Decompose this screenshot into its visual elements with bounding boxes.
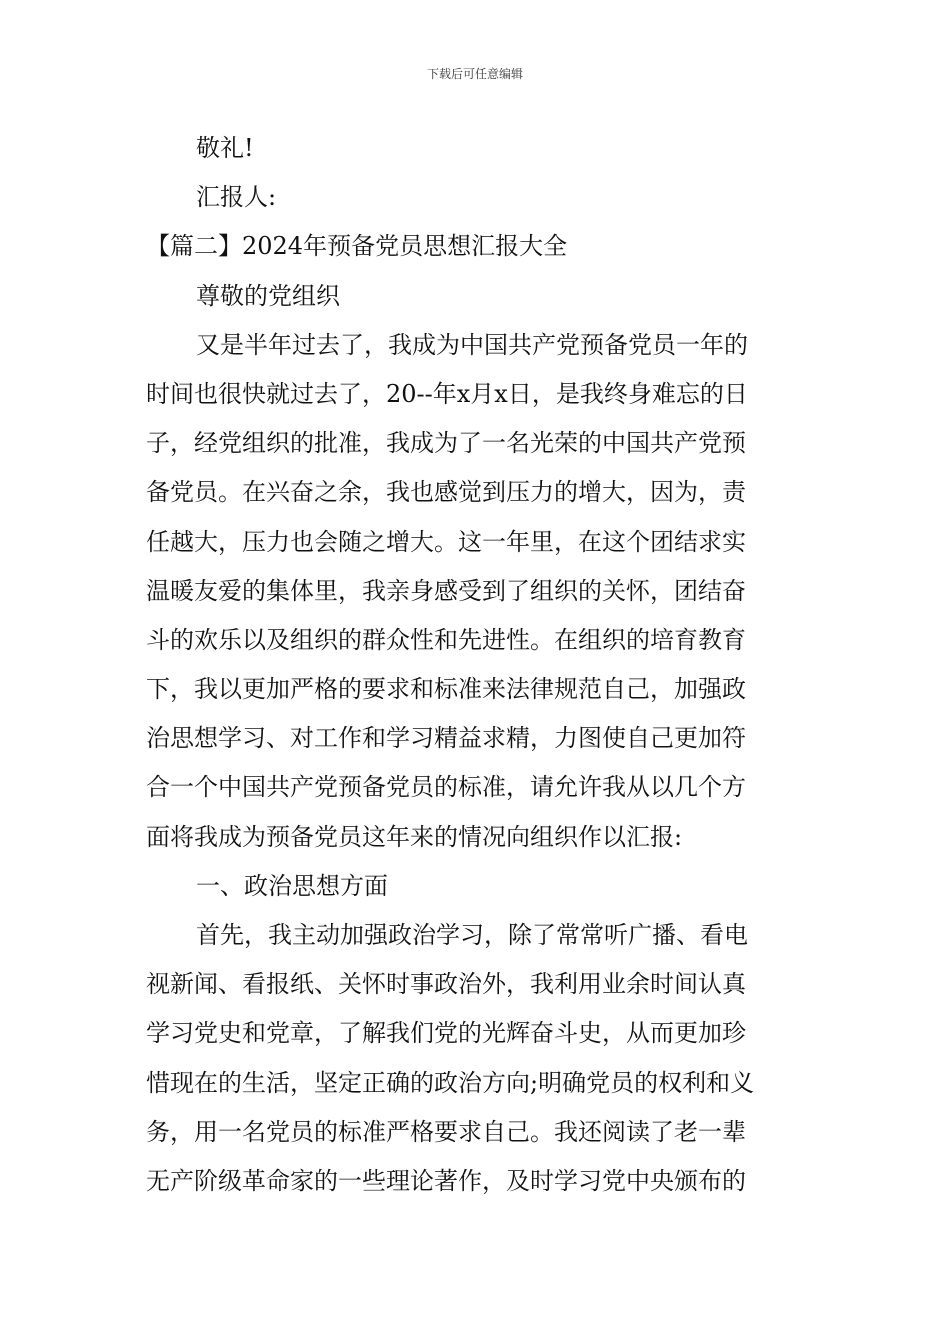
paragraph-line: 备党员。在兴奋之余，我也感觉到压力的增大，因为，责: [146, 478, 746, 507]
paragraph-line: 视新闻、看报纸、关怀时事政治外，我利用业余时间认真: [146, 970, 746, 999]
page-header: 下载后可任意编辑: [426, 67, 523, 81]
paragraph-line: 合一个中国共产党预备党员的标准，请允许我从以几个方: [146, 773, 746, 802]
subsection-heading: 一、政治思想方面: [196, 871, 388, 900]
closing-salutation: 敬礼!: [196, 134, 254, 162]
paragraph-line: 无产阶级革命家的一些理论著作，及时学习党中央颁布的: [146, 1166, 746, 1195]
paragraph-line: 下，我以更加严格的要求和标准来法律规范自己，加强政: [146, 675, 746, 704]
paragraph-line: 首先，我主动加强政治学习，除了常常听广播、看电: [196, 921, 748, 949]
paragraph-line: 面将我成为预备党员这年来的情况向组织作以汇报:: [146, 822, 683, 851]
paragraph-line: 务，用一名党员的标准严格要求自己。我还阅读了老一辈: [146, 1117, 746, 1146]
document-body: [146, 124, 811, 1206]
paragraph-line: 时间也很快就过去了，20--年x月x日，是我终身难忘的日: [146, 379, 748, 408]
paragraph-line: 子，经党组织的批准，我成为了一名光荣的中国共产党预: [146, 429, 746, 458]
paragraph-line: 又是半年过去了，我成为中国共产党预备党员一年的: [196, 330, 748, 359]
salutation: 尊敬的党组织: [196, 281, 340, 310]
paragraph-line: 学习党史和党章，了解我们党的光辉奋斗史，从而更加珍: [146, 1019, 746, 1048]
paragraph-line: 惜现在的生活，坚定正确的政治方向;明确党员的权利和义: [146, 1068, 755, 1097]
paragraph-line: 治思想学习、对工作和学习精益求精，力图使自己更加符: [146, 724, 746, 753]
paragraph-line: 任越大，压力也会随之增大。这一年里，在这个团结求实: [146, 527, 746, 556]
paragraph-line: 斗的欢乐以及组织的群众性和先进性。在组织的培育教育: [146, 625, 746, 654]
reporter-label: 汇报人:: [196, 183, 277, 212]
paragraph-line: 温暖友爱的集体里，我亲身感受到了组织的关怀，团结奋: [146, 576, 746, 605]
section-title: 【篇二】2024年预备党员思想汇报大全: [146, 232, 568, 261]
